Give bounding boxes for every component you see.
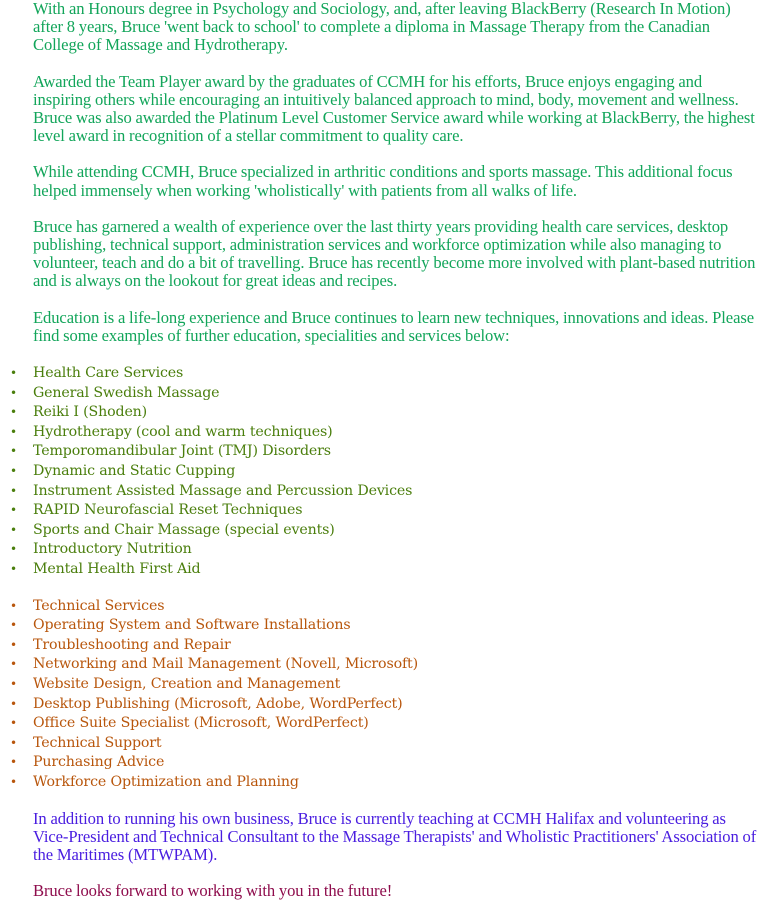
health-services-list <box>0 364 758 580</box>
bullet-icon: • <box>10 366 17 381</box>
bullet-icon: • <box>10 598 17 613</box>
list-item-label: Technical Support <box>33 734 162 751</box>
bullet-icon: • <box>10 464 17 479</box>
bullet-icon: • <box>10 676 17 691</box>
list-item-label: Workforce Optimization and Planning <box>33 773 299 790</box>
list-item-label: Mental Health First Aid <box>33 560 201 577</box>
bullet-icon: • <box>10 444 17 459</box>
list-item <box>0 753 758 773</box>
bullet-icon: • <box>10 637 17 652</box>
list-item <box>0 616 758 636</box>
list-item <box>0 423 758 443</box>
list-item-label: Hydrotherapy (cool and warm techniques) <box>33 423 333 440</box>
bio-paragraph-education: With an Honours degree in Psychology and Sociology, and, after leaving BlackBerry (Research In Motion) after 8 years, Bruce 'went back to school' to complete a diploma in Massage Therapy from the Canadian College of Massage and Hydrotherapy. <box>33 0 731 55</box>
technical-services-list <box>0 597 758 793</box>
closing-paragraph: In addition to running his own business, Bruce is currently teaching at CCMH Halifax and volunteering as Vice-President and Technical Consultant to the Massage Therapists' and Wholistic Practitioners' Association of the Maritimes (MTWPAM). <box>33 808 757 864</box>
bullet-icon: • <box>10 696 17 711</box>
bullet-icon: • <box>10 483 17 498</box>
list-item <box>0 773 758 793</box>
list-item-label: Troubleshooting and Repair <box>33 636 231 653</box>
list-item <box>0 734 758 754</box>
list-item-label: Health Care Services <box>33 365 184 382</box>
list-item <box>0 714 758 734</box>
list-item <box>0 695 758 715</box>
list-item-label: Dynamic and Static Cupping <box>33 463 236 480</box>
bullet-icon: • <box>10 618 17 633</box>
list-item-label: Networking and Mail Management (Novell, Microsoft) <box>33 656 418 673</box>
bullet-icon: • <box>10 561 17 576</box>
list-item <box>0 636 758 656</box>
list-item-label: Website Design, Creation and Management <box>33 675 341 692</box>
bullet-icon: • <box>10 405 17 420</box>
bullet-icon: • <box>10 385 17 400</box>
farewell-line: Bruce looks forward to working with you in the future! <box>33 881 393 901</box>
bio-paragraph-specialization: While attending CCMH, Bruce specialized in arthritic conditions and sports massage. This additional focus helped immensely when working 'wholistically' with patients from all walks of life. <box>33 162 733 200</box>
bio-paragraph-awards: Awarded the Team Player award by the graduates of CCMH for his efforts, Bruce enjoys engaging and inspiring others while encouraging an intuitively balanced approach to mind, body, movement and wellness. Bruce was also awarded the Platinum Level Customer Service award while working at BlackBerry, the highest level award in recognition of a stellar commitment to quality care. <box>33 71 755 146</box>
list-item-label: Instrument Assisted Massage and Percussion Devices <box>33 482 413 499</box>
bio-paragraph-further-education: Education is a life-long experience and Bruce continues to learn new techniques, innovations and ideas. Please find some examples of further education, specialities and services below: <box>33 307 754 345</box>
list-item <box>0 540 758 560</box>
list-item <box>0 501 758 521</box>
bullet-icon: • <box>10 657 17 672</box>
list-item-label: Reiki I (Shoden) <box>33 404 148 421</box>
bio-paragraph-experience: Bruce has garnered a wealth of experience over the last thirty years providing health care services, desktop publishing, technical support, administration services and workforce optimization while also managing to volunteer, teach and do a bit of travelling. Bruce has recently become more involved with plant-based nutrition and is always on the lookout for great ideas and recipes. <box>33 216 756 291</box>
bullet-icon: • <box>10 542 17 557</box>
list-item-label: Technical Services <box>33 597 165 614</box>
list-item <box>0 597 758 617</box>
bullet-icon: • <box>10 522 17 537</box>
bullet-icon: • <box>10 735 17 750</box>
list-item-label: Desktop Publishing (Microsoft, Adobe, WordPerfect) <box>33 695 403 712</box>
list-item <box>0 462 758 482</box>
bullet-icon: • <box>10 503 17 518</box>
list-item-label: Temporomandibular Joint (TMJ) Disorders <box>33 443 331 460</box>
list-item-label: General Swedish Massage <box>33 384 220 401</box>
bullet-icon: • <box>10 774 17 789</box>
bullet-icon: • <box>10 716 17 731</box>
bullet-icon: • <box>10 755 17 770</box>
list-item <box>0 521 758 541</box>
list-item <box>0 442 758 462</box>
list-item-label: Sports and Chair Massage (special events) <box>33 521 335 538</box>
list-item-label: Introductory Nutrition <box>33 541 192 558</box>
bullet-icon: • <box>10 424 17 439</box>
list-item-label: Office Suite Specialist (Microsoft, WordPerfect) <box>33 715 369 732</box>
list-item-label: RAPID Neurofascial Reset Techniques <box>33 502 303 519</box>
list-item <box>0 482 758 502</box>
list-item-label: Operating System and Software Installations <box>33 617 351 634</box>
list-item-label: Purchasing Advice <box>33 754 165 771</box>
list-item <box>0 384 758 404</box>
list-item <box>0 560 758 580</box>
list-item <box>0 675 758 695</box>
list-item <box>0 364 758 384</box>
list-item <box>0 655 758 675</box>
list-item <box>0 403 758 423</box>
